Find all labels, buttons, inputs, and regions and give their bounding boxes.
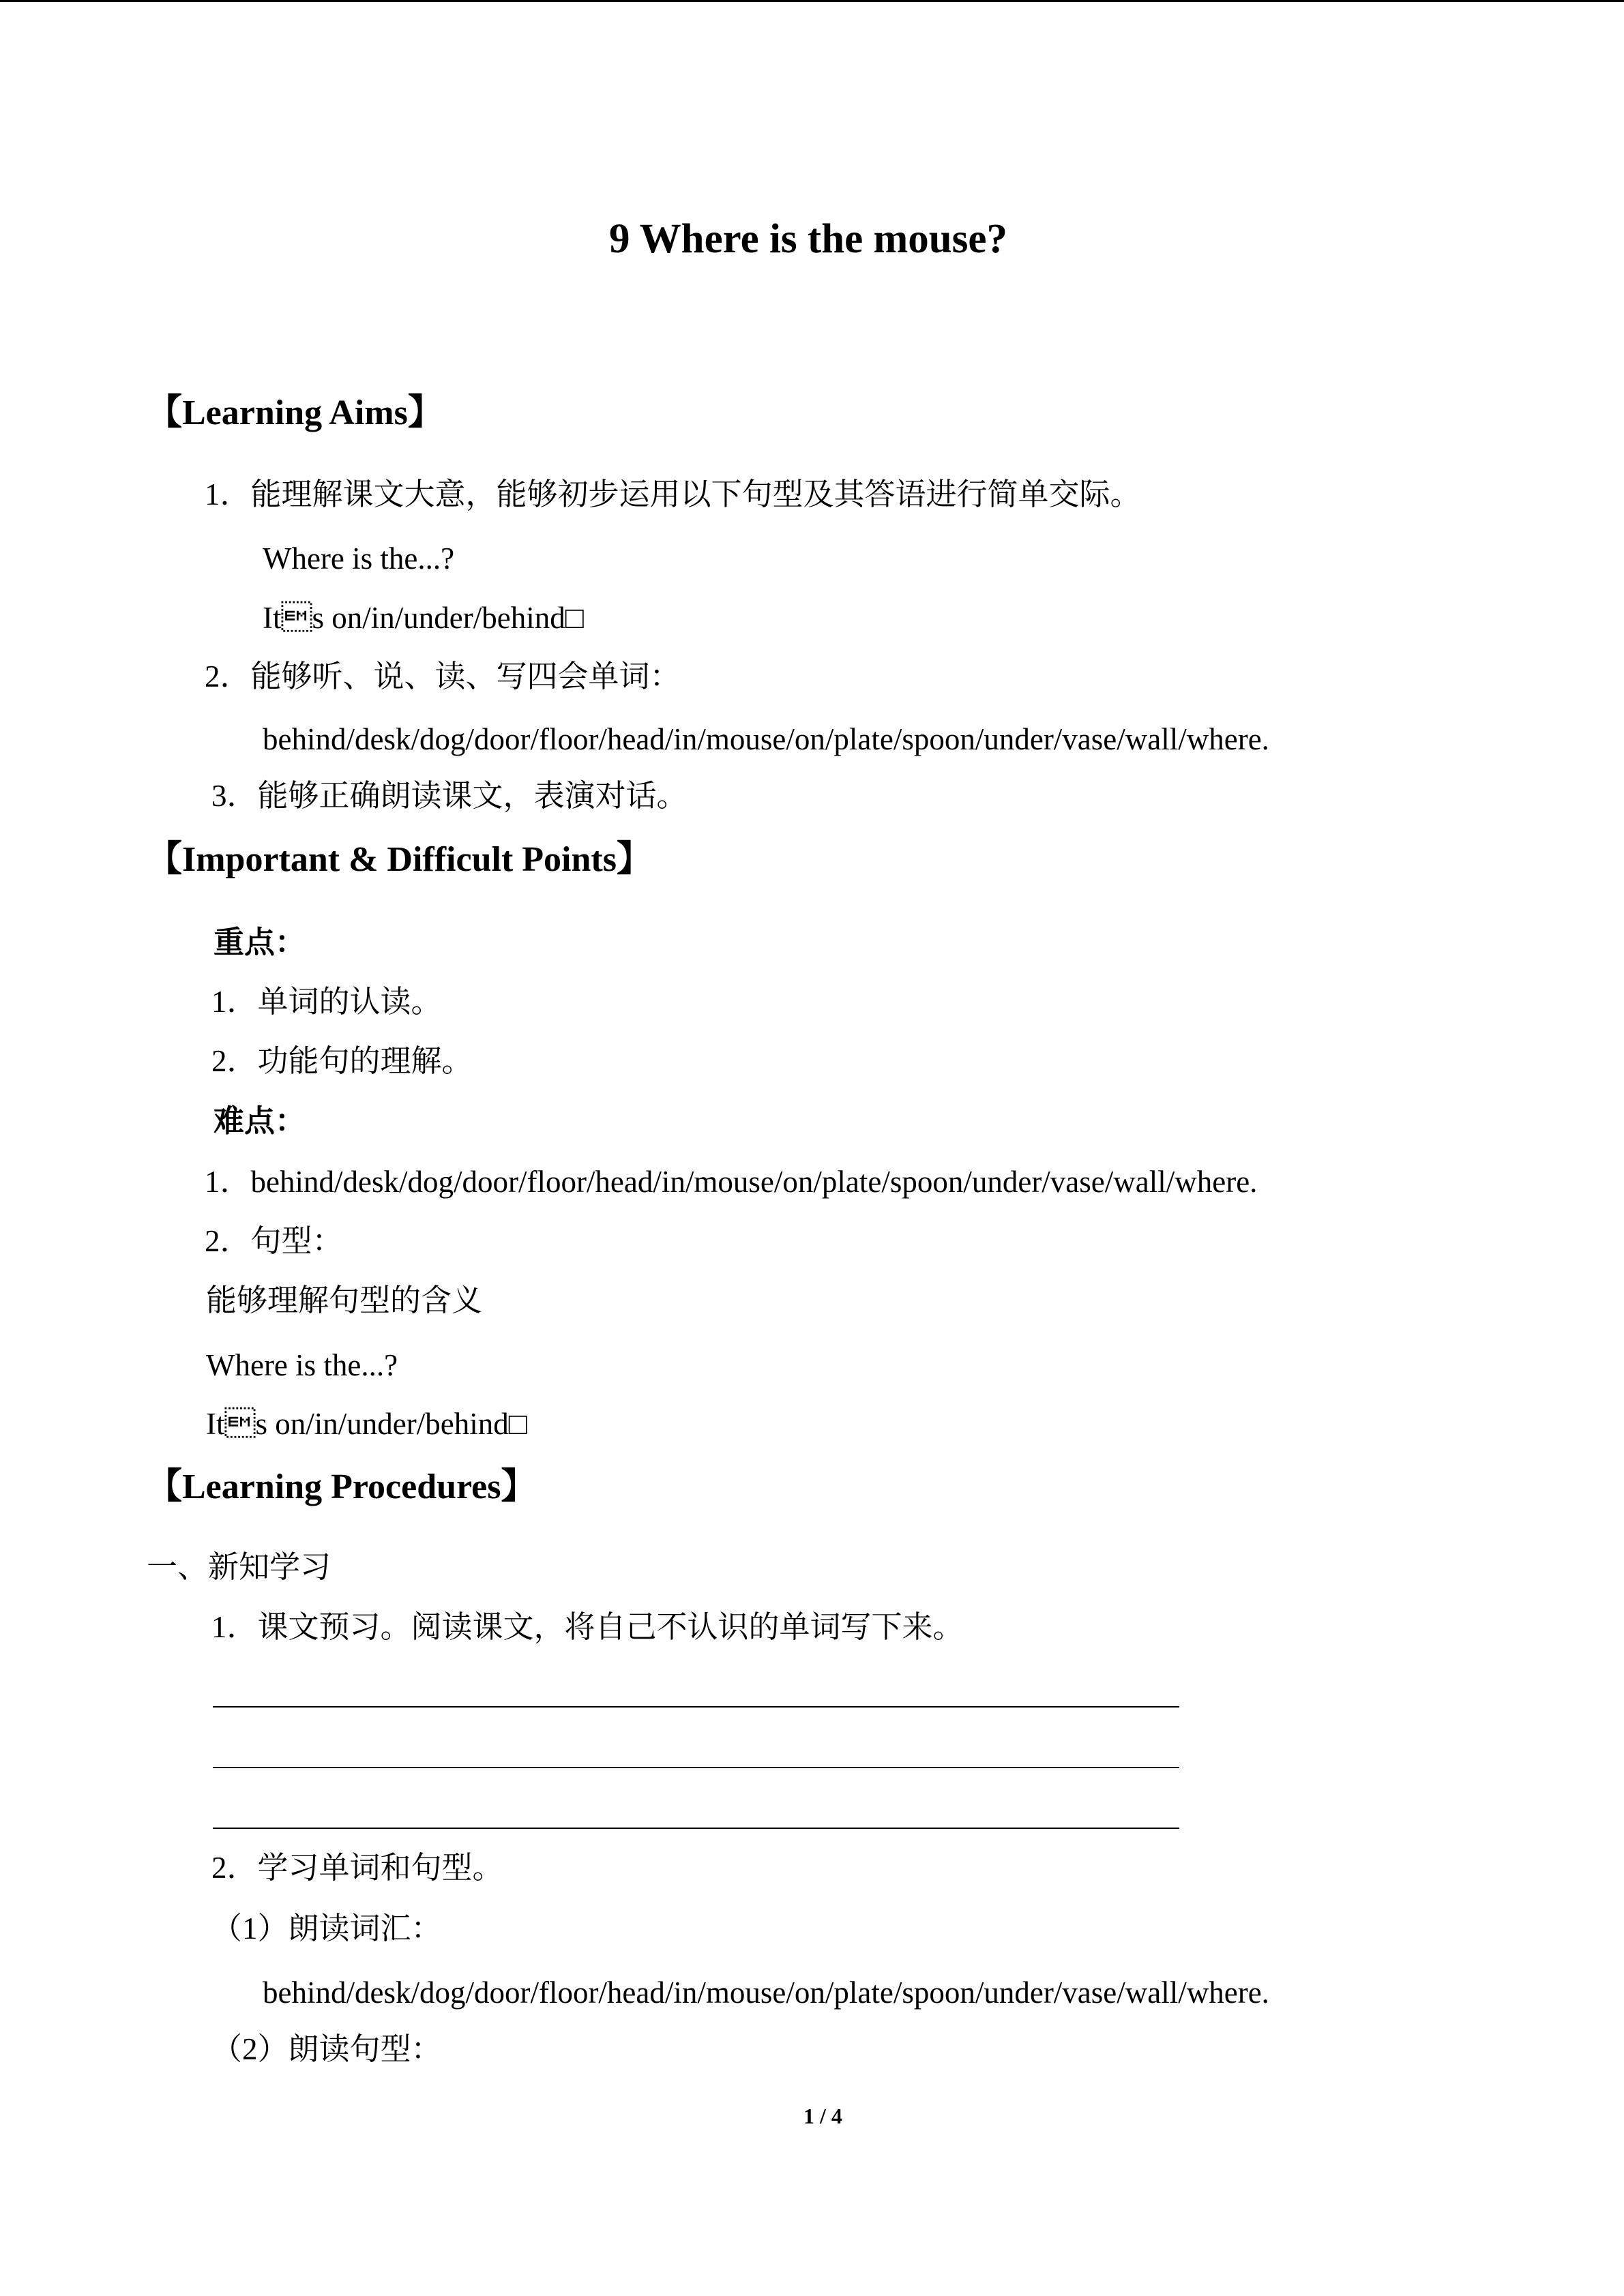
procedure-sub-2: （2）朗读句型：: [211, 2032, 442, 2066]
important-difficult-heading: 【Important & Difficult Points】: [147, 840, 652, 879]
aim-pattern-answer: Its on/in/under/behind□: [263, 601, 584, 635]
aim-item-3: 3．能够正确朗读课文，表演对话。: [211, 779, 688, 813]
page-title: 9 Where is the mouse?: [609, 216, 1007, 262]
key-point-2: 2．功能句的理解。: [211, 1044, 473, 1078]
procedure-sub-1: （1）朗读词汇：: [211, 1911, 442, 1945]
answer-line-1[interactable]: [213, 1706, 1179, 1708]
learning-procedures-heading: 【Learning Procedures】: [147, 1467, 537, 1506]
difficult-pattern-question: Where is the...?: [206, 1348, 398, 1382]
procedure-part-1: 一、新知学习: [147, 1550, 331, 1584]
aim-word-list: behind/desk/dog/door/floor/head/in/mouse/on/plate/spoon/under/vase/wall/where.: [263, 722, 1269, 756]
difficult-point-2: 2．句型：: [205, 1224, 343, 1258]
aim-pattern-question: Where is the...?: [263, 541, 455, 576]
learning-aims-heading: 【Learning Aims】: [147, 393, 443, 432]
answer-line-2[interactable]: [213, 1767, 1179, 1768]
key-point-1: 1．单词的认读。: [211, 985, 442, 1019]
difficult-point-2-desc: 能够理解句型的含义: [206, 1283, 483, 1317]
answer-line-3[interactable]: [213, 1828, 1179, 1829]
difficult-points-label: 难点：: [213, 1104, 306, 1138]
aim-item-2: 2．能够听、说、读、写四会单词：: [205, 659, 681, 694]
key-points-label: 重点：: [213, 925, 306, 959]
aim-item-1: 1．能理解课文大意，能够初步运用以下句型及其答语进行简单交际。: [205, 477, 1141, 511]
procedure-step-2: 2．学习单词和句型。: [211, 1851, 503, 1885]
difficult-pattern-answer: Its on/in/under/behind□: [206, 1407, 527, 1441]
procedure-step-1: 1．课文预习。阅读课文，将自己不认识的单词写下来。: [211, 1610, 964, 1644]
page-number: 1 / 4: [803, 2104, 842, 2128]
procedure-word-list: behind/desk/dog/door/floor/head/in/mouse/on/plate/spoon/under/vase/wall/where.: [263, 1976, 1269, 2010]
page-top-border: [0, 0, 1624, 2]
difficult-point-1: 1．behind/desk/dog/door/floor/head/in/mouse/on/plate/spoon/under/vase/wall/where.: [205, 1165, 1258, 1199]
